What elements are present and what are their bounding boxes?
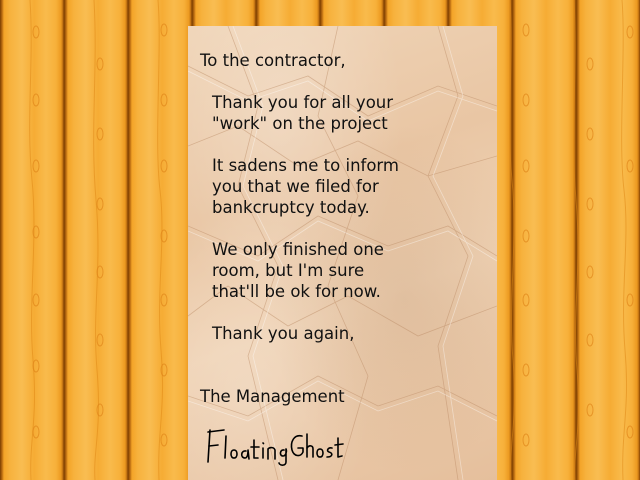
letter-line: "work" on the project [212, 114, 388, 133]
letter-sender: The Management [200, 387, 345, 406]
letter-line: room, but I'm sure [212, 261, 365, 280]
letter-line: We only finished one [212, 240, 384, 259]
letter-line: bankcruptcy today. [212, 198, 370, 217]
letter-body [200, 50, 490, 407]
letter-line: that'll be ok for now. [212, 282, 381, 301]
paper-note [188, 26, 497, 480]
letter-greeting: To the contractor, [200, 51, 346, 70]
letter-line: It sadens me to inform [212, 156, 400, 175]
letter-closing: Thank you again, [212, 324, 355, 343]
letter-line: Thank you for all your [212, 93, 394, 112]
handwritten-signature [204, 426, 344, 466]
letter-line: you that we filed for [212, 177, 379, 196]
